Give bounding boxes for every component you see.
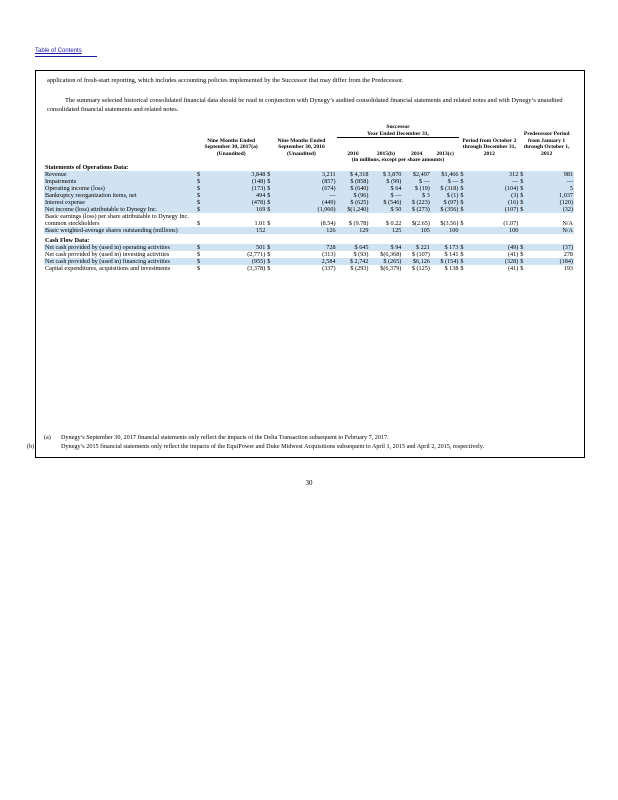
cell: $ xyxy=(459,185,473,192)
cell: $ (640) xyxy=(337,185,370,192)
cell: (337) xyxy=(322,265,336,273)
cell: $ (318) xyxy=(431,185,460,192)
cell: $ xyxy=(196,178,210,185)
cell: 100 xyxy=(473,227,519,234)
cell: — xyxy=(281,192,337,199)
cell: $ xyxy=(519,171,532,178)
cell: (107) xyxy=(473,206,519,213)
cell: $ xyxy=(267,251,271,259)
table-row xyxy=(44,206,574,213)
cell: $ 645 xyxy=(337,244,370,251)
cell: $ xyxy=(519,199,532,206)
cell: $ xyxy=(519,178,532,185)
cell: (449) xyxy=(281,199,337,206)
cell: $ 173 xyxy=(431,244,460,251)
cell: $ (1) xyxy=(431,192,460,199)
cell: (2,771) xyxy=(247,251,266,259)
successor-header: Successor Year Ended December 31, xyxy=(337,124,460,138)
cell: $ 221 xyxy=(402,244,431,251)
row-label: Interest expense xyxy=(44,199,196,206)
cell: 501 xyxy=(210,244,266,251)
cell: 5 xyxy=(533,185,574,192)
cell: 3,211 xyxy=(281,171,337,178)
cell: $ (125) xyxy=(411,265,430,273)
cell: (1,060) xyxy=(281,206,337,213)
cell: $ (356) xyxy=(431,206,460,213)
cell: (41) xyxy=(507,265,519,273)
cell: 100 xyxy=(431,227,460,234)
paragraph-intro: application of fresh-start reporting, which includes accounting policies implemented by the Successor that may differ from the Predecessor. xyxy=(47,77,404,84)
row-label: Net cash provided by (used in) operating activities xyxy=(44,244,196,251)
cell xyxy=(266,227,280,234)
table-row xyxy=(44,258,574,265)
cell xyxy=(519,227,532,234)
cell: $ xyxy=(196,244,210,251)
cell xyxy=(196,227,210,234)
cell: $ (223) xyxy=(402,199,431,206)
cell: $ xyxy=(460,220,464,228)
cell: $ xyxy=(459,258,473,265)
cell: (1.07) xyxy=(503,220,519,228)
cell: (8.54) xyxy=(320,220,336,228)
cell: $1,466 xyxy=(431,171,460,178)
cell xyxy=(459,227,473,234)
cell: $(3.56) xyxy=(440,220,459,228)
cell: $(6,379) xyxy=(380,265,402,273)
table-row xyxy=(44,199,574,206)
footnote-b: (b) Dynegy’s 2015 financial statements only reflect the impacts of the EquiPower and Duke Midwest Acquisitions subsequent to April 1, 2015 and April 2, 2015, respectively. xyxy=(27,443,485,450)
cell: 125 xyxy=(369,227,402,234)
table-row xyxy=(44,171,574,178)
cell: 312 xyxy=(473,171,519,178)
row-label: Capital expenditures, acquisitions and investments xyxy=(45,265,171,273)
cell: $ 4,318 xyxy=(337,171,370,178)
cell: $ xyxy=(459,178,473,185)
cell: $ 138 xyxy=(444,265,459,273)
table-row xyxy=(44,213,574,227)
cell: $ 141 xyxy=(444,251,459,259)
cell: 981 xyxy=(533,171,574,178)
table-row xyxy=(44,178,574,185)
cell: $ xyxy=(459,244,473,251)
cell: $ (107) xyxy=(411,251,430,259)
cell: $ (625) xyxy=(337,199,370,206)
cell: $ xyxy=(460,251,464,259)
cell: $ (273) xyxy=(402,206,431,213)
cell: $ xyxy=(197,220,201,228)
cell: $ (99) xyxy=(369,178,402,185)
cell: $ xyxy=(196,171,210,178)
cell: $ (154) xyxy=(431,258,460,265)
cell: $ xyxy=(266,171,280,178)
row-label: Net cash provided by (used in) financing activities xyxy=(44,258,196,265)
cell: $ 3 xyxy=(402,192,431,199)
cell: (16) xyxy=(473,199,519,206)
cell: 129 xyxy=(337,227,370,234)
cell: $ xyxy=(196,199,210,206)
cell: 1,037 xyxy=(533,192,574,199)
cell: N/A xyxy=(533,227,574,234)
footnote-a: (a) Dynegy’s September 30, 2017 financial statements only reflect the impacts of the Delta Transaction subsequent to February 7, 2017. xyxy=(44,434,389,441)
cell: 152 xyxy=(210,227,266,234)
cell: (955) xyxy=(210,258,266,265)
cell: (3) xyxy=(473,192,519,199)
cell: $ xyxy=(519,206,532,213)
cell: $ xyxy=(459,206,473,213)
cell: $ — xyxy=(402,178,431,185)
cell: 193 xyxy=(563,265,573,273)
cell: $ (9.78) xyxy=(348,220,369,228)
cell: $6,126 xyxy=(402,258,431,265)
row-label: Basic earnings (loss) per share attributable to Dynegy Inc. common stockholders xyxy=(45,213,189,228)
cell: $ xyxy=(267,265,271,273)
cell: (32) xyxy=(533,206,574,213)
row-label: Bankruptcy reorganization items, net xyxy=(44,192,196,199)
cell: 3,848 xyxy=(210,171,266,178)
cell: $ xyxy=(519,258,532,265)
cell: $ 50 xyxy=(369,206,402,213)
cell: $ xyxy=(266,192,280,199)
cell: $ xyxy=(459,171,473,178)
cell: (104) xyxy=(473,185,519,192)
cell: — xyxy=(473,178,519,185)
cell: $ xyxy=(267,220,271,228)
cell: 278 xyxy=(563,251,573,259)
section-cash-flow: Cash Flow Data: xyxy=(45,237,90,245)
cell: $ (265) xyxy=(369,258,402,265)
row-label: Net income (loss) attributable to Dynegy Inc. xyxy=(44,206,196,213)
cell: (478) xyxy=(210,199,266,206)
cell: (120) xyxy=(533,199,574,206)
page-number: 30 xyxy=(305,479,313,487)
cell: $ (546) xyxy=(369,199,402,206)
cell: $ xyxy=(197,265,201,273)
cell: $ xyxy=(519,192,532,199)
cell: $ xyxy=(266,206,280,213)
cell: $ xyxy=(266,178,280,185)
cell: $ 0.22 xyxy=(385,220,402,228)
cell: $ xyxy=(520,251,524,259)
units-note: (in millions, except per share amounts) xyxy=(351,157,445,164)
table-row xyxy=(44,251,574,258)
nine-months-2016-header: Nine Months Ended September 30, 2016 (Unaudited) xyxy=(277,137,326,157)
cell: 2,584 xyxy=(281,258,337,265)
financial-table xyxy=(44,124,574,272)
year-2013-header: 2013(c) xyxy=(436,150,454,157)
cell: $(6,368) xyxy=(380,251,402,259)
row-label: Revenue xyxy=(44,171,196,178)
cell: (41) xyxy=(507,251,519,259)
cell: $ xyxy=(266,185,280,192)
cell: $ (19) xyxy=(402,185,431,192)
cell xyxy=(519,213,532,227)
paragraph-summary: The summary selected historical consolidated financial data should be read in conjunction with Dynegy’s audited consolidated financial statements and related notes and with Dynegy’s unaudited consolidated financial statements and related notes. xyxy=(47,97,563,113)
cell: (37) xyxy=(533,244,574,251)
cell: $ xyxy=(196,185,210,192)
row-label: Operating income (loss) xyxy=(44,185,196,192)
cell: (184) xyxy=(533,258,574,265)
cell: $ xyxy=(266,244,280,251)
period-from-header: Period from October 2 through December 31, 2012 xyxy=(462,137,517,157)
year-2014-header: 2014 xyxy=(411,150,423,157)
cell: 126 xyxy=(281,227,337,234)
cell: $ xyxy=(266,199,280,206)
cell: (49) xyxy=(473,244,519,251)
cell: $ xyxy=(196,206,210,213)
section-operations: Statements of Operations Data: xyxy=(45,164,129,172)
cell: (3,378) xyxy=(247,265,266,273)
cell: $ (93) xyxy=(353,251,369,259)
cell: 1.01 xyxy=(254,220,266,228)
cell: $ — xyxy=(369,192,402,199)
cell: $ (858) xyxy=(337,178,370,185)
cell: N/A xyxy=(562,220,573,228)
cell: $(2.65) xyxy=(411,220,430,228)
row-label: Impairments xyxy=(44,178,196,185)
cell: $ (97) xyxy=(431,199,460,206)
cell: 728 xyxy=(281,244,337,251)
cell: $ (96) xyxy=(337,192,370,199)
cell: $ xyxy=(460,265,464,273)
cell: $ xyxy=(520,265,524,273)
table-of-contents-link[interactable]: Table of Contents xyxy=(35,48,82,54)
cell: (328) xyxy=(473,258,519,265)
cell: $ (293) xyxy=(350,265,369,273)
cell: 494 xyxy=(210,192,266,199)
cell: $ xyxy=(197,251,201,259)
cell: (674) xyxy=(281,185,337,192)
predecessor-period-header: Predecessor Period from January 1 through October 1, 2012 xyxy=(523,131,570,157)
year-2016-header: 2016 xyxy=(347,150,359,157)
table-row xyxy=(44,227,574,234)
row-label: Basic weighted-average shares outstanding (millions) xyxy=(44,227,196,234)
nine-months-2017-header: Nine Months Ended September 30, 2017(a) (Unaudited) xyxy=(204,137,258,157)
cell: $ 2,742 xyxy=(337,258,370,265)
year-2015-header: 2015(b) xyxy=(376,150,395,157)
table-row xyxy=(44,244,574,251)
toc-underline xyxy=(35,56,97,57)
cell: $ — xyxy=(431,178,460,185)
cell: 105 xyxy=(402,227,431,234)
cell: $ xyxy=(459,199,473,206)
row-label: Net cash provided by (used in) investing activities xyxy=(45,251,170,259)
cell: $2,497 xyxy=(402,171,431,178)
cell: (313) xyxy=(322,251,336,259)
cell: 169 xyxy=(210,206,266,213)
table-row xyxy=(44,265,574,272)
cell: (173) xyxy=(210,185,266,192)
cell: $ 3,870 xyxy=(369,171,402,178)
cell: $ 94 xyxy=(369,244,402,251)
cell: (857) xyxy=(281,178,337,185)
cell: $ xyxy=(266,258,280,265)
cell: $ xyxy=(519,185,532,192)
table-row xyxy=(44,185,574,192)
cell: $ xyxy=(196,258,210,265)
cell: (148) xyxy=(210,178,266,185)
cell: $ 64 xyxy=(369,185,402,192)
cell: $ xyxy=(196,192,210,199)
cell: — xyxy=(533,178,574,185)
table-row xyxy=(44,192,574,199)
cell: $ xyxy=(459,192,473,199)
cell: $(1,240) xyxy=(337,206,370,213)
cell: $ xyxy=(519,244,532,251)
